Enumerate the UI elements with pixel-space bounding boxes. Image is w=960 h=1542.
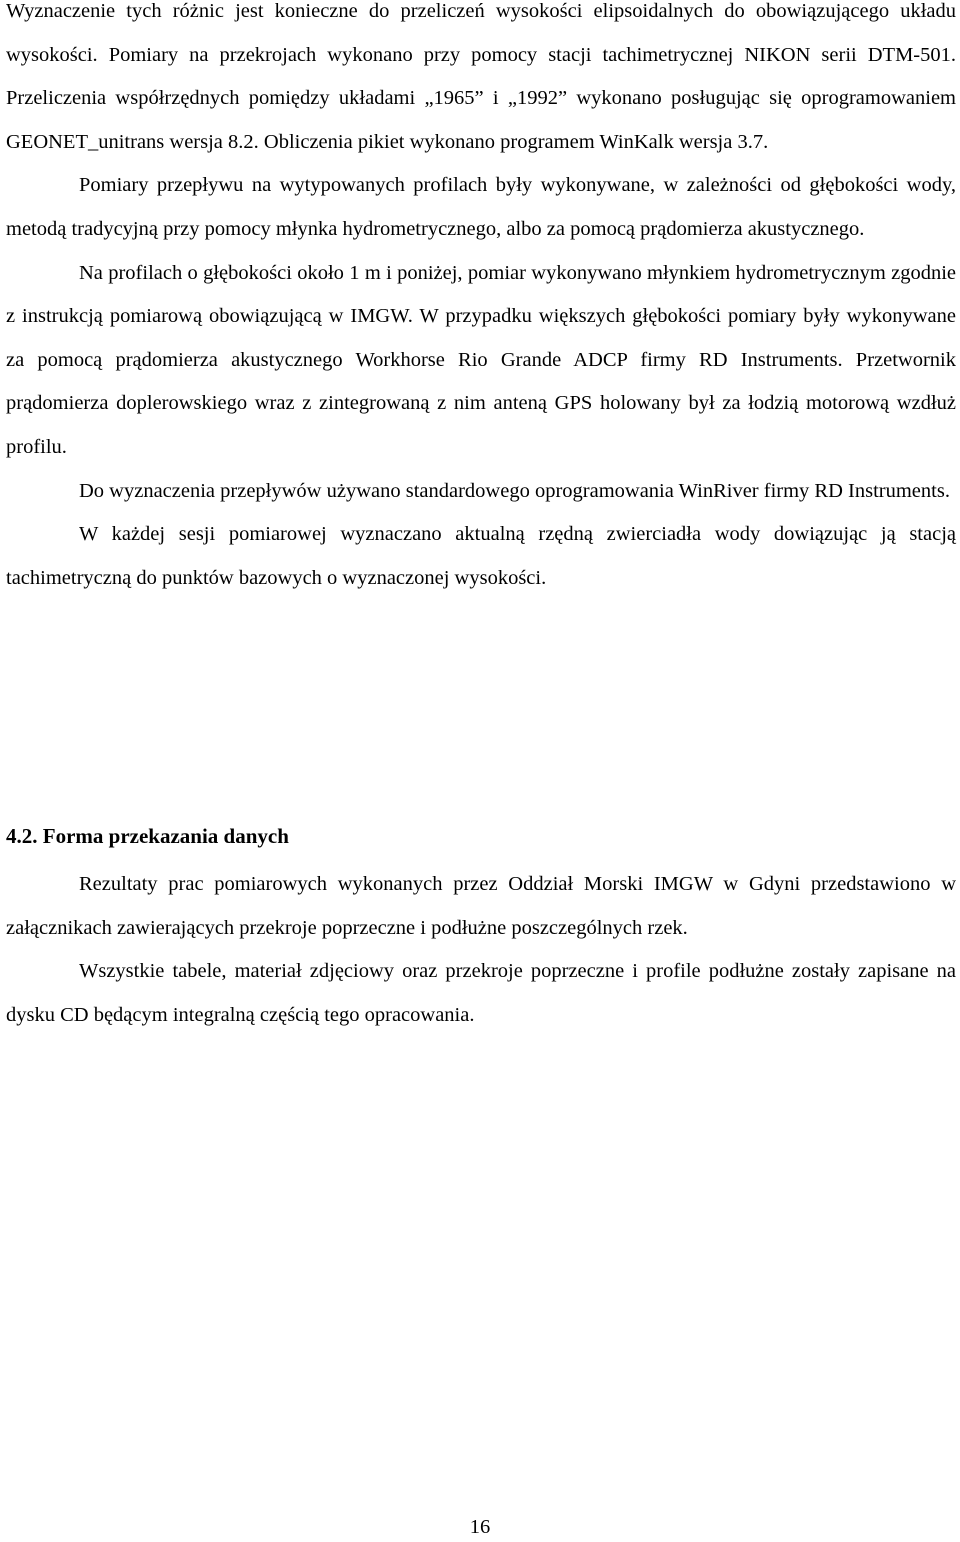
page-number: 16 (469, 1516, 491, 1538)
paragraph-winriver-software: Do wyznaczenia przepływów używano standardowego oprogramowania WinRiver firmy RD Instruments. (79, 479, 950, 502)
section-text-block (6, 863, 956, 1037)
paragraph-current-meter: Na profilach o głębokości około 1 m i poniżej, pomiar wykonywano młynkiem hydrometrycznym zgodnie z instrukcją pomiarową obowiązującą w IMGW. W przypadku większych głębokości pomiary były wykonywane za pomocą prądomierza akustycznego Workhorse Rio Grande ADCP firmy RD Instruments. Przetwornik prądomierza doplerowskiego wraz z zintegrowaną z nim anteną GPS holowany był za łodzią motorową wzdłuż profilu. (6, 261, 956, 458)
paragraph-flow-measurement: Pomiary przepływu na wytypowanych profilach były wykonywane, w zależności od głębokości wody, metodą tradycyjną przy pomocy młynka hydrometrycznego, albo za pomocą prądomierza akustycznego. (6, 174, 956, 240)
paragraph-survey-methods: Wyznaczenie tych różnic jest konieczne do przeliczeń wysokości elipsoidalnych do obowiązującego układu wysokości. Pomiary na przekrojach wykonano przy pomocy stacji tachimetrycznej NIKON serii DTM-501. Przeliczenia współrzędnych pomiędzy układami „1965” i „1992” wykonano posługując się oprogramowaniem GEONET_unitrans wersja 8.2. Obliczenia pikiet wykonano programem WinKalk wersja 3.7. (6, 0, 956, 153)
paragraph-results: Rezultaty prac pomiarowych wykonanych przez Oddział Morski IMGW w Gdyni przedstawiono w załącznikach zawierających przekroje poprzeczne i podłużne poszczególnych rzek. (6, 873, 956, 939)
section-heading: 4.2. Forma przekazania danych (6, 824, 289, 848)
paragraph-cd-storage: Wszystkie tabele, materiał zdjęciowy oraz przekroje poprzeczne i profile podłużne zostały zapisane na dysku CD będącym integralną częścią tego opracowania. (6, 960, 956, 1026)
paragraph-water-level: W każdej sesji pomiarowej wyznaczano aktualną rzędną zwierciadła wody dowiązując ją stacją tachimetryczną do punktów bazowych o wyznaczonej wysokości. (6, 523, 956, 589)
body-text-block (6, 0, 956, 600)
